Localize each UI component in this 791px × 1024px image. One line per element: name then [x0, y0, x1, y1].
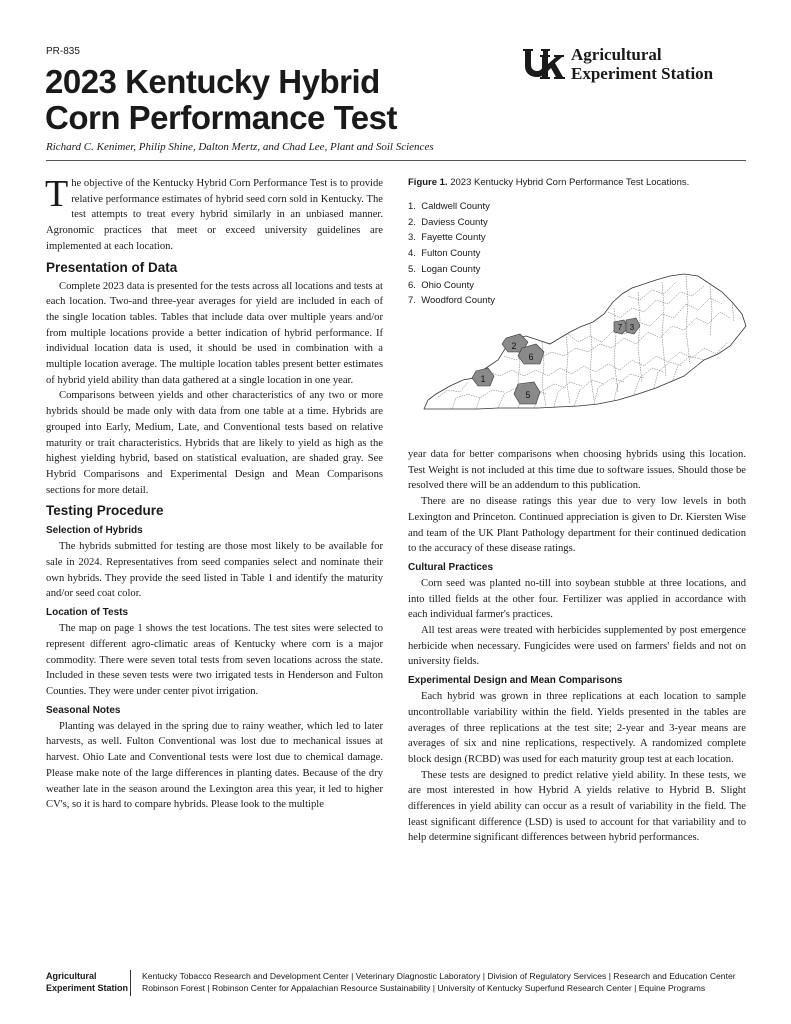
- kentucky-county-map: [408, 272, 748, 418]
- logo-line-1: Agricultural: [571, 45, 662, 64]
- intro-text: he objective of the Kentucky Hybrid Corn Performance Test is to provide relative performance estimates of hybrid seed corn sold in Kentucky. The test attempts to treat every hybrid similarly in an unbiased manner. Agronomic practices that meet or exceed university guidelines are implemented at each location.: [46, 178, 383, 252]
- svg-text:5: 5: [525, 390, 531, 400]
- figure-caption-text: 2023 Kentucky Hybrid Corn Performance Test Locations.: [450, 177, 690, 188]
- footer-links-line-2: Robinson Forest | Robinson Center for Appalachian Resource Sustainability | University of Kentucky Superfund Research Center | Equine Programs: [142, 983, 706, 993]
- figure-label: Figure 1.: [408, 177, 448, 188]
- uk-logo-icon: [522, 46, 566, 82]
- design-paragraph-2: These tests are designed to predict relative yield ability. In these tests, we are most interested in how Hybrid A yields relative to Hybrid B. Slight differences in yield ability can occur as a result of variability in the field. The least significant difference (LSD) is used to account for that variability and to help determine significant differences between hybrid performances.: [408, 769, 746, 844]
- list-item: 3. Fayette County: [408, 232, 486, 244]
- selection-heading: Selection of Hybrids: [46, 525, 143, 537]
- state-outline: [424, 274, 746, 409]
- list-item: 7. Woodford County: [408, 295, 495, 307]
- svg-text:6: 6: [528, 352, 534, 362]
- svg-text:7: 7: [617, 323, 623, 332]
- footer-links-line-1: Kentucky Tobacco Research and Development Center | Veterinary Diagnostic Laboratory | Division of Regulatory Services | Research and Education Center: [142, 971, 736, 981]
- county-borders: [438, 276, 734, 409]
- continued-paragraph: year data for better comparisons when choosing hybrids using this location. Test Weight is not included at this time due to software issues. Should those be resolved there will be an addendum to this publication.: [408, 449, 746, 492]
- presentation-heading: Presentation of Data: [46, 259, 178, 275]
- title-line-2: Corn Performance Test: [45, 99, 397, 136]
- marker-fayette: [626, 318, 640, 334]
- location-heading: Location of Tests: [46, 607, 129, 619]
- marker-logan: [514, 382, 540, 404]
- marker-caldwell: [472, 368, 494, 386]
- testing-heading: Testing Procedure: [46, 503, 164, 519]
- footer-org-line-2: Experiment Station: [46, 983, 129, 993]
- footer-links: [142, 970, 736, 994]
- publication-number: PR-835: [46, 46, 80, 57]
- logo-line-2: Experiment Station: [571, 64, 714, 83]
- seasonal-paragraph: Planting was delayed in the spring due to rainy weather, which led to later harvests, as well. Fulton Conventional was lost due to mechanical issues at harvest. Ohio Late and Conventional tests were lost due to chemical damage. Please make note of the large differences in planting dates. Because of the dry weather late in the season around the Lexington area this year, it led to higher CV's, so it is hard to compare hybrids. Please look to the multiple: [46, 720, 383, 811]
- list-item: 2. Daviess County: [408, 216, 488, 228]
- design-heading: Experimental Design and Mean Comparisons: [408, 675, 623, 687]
- cultural-paragraph-2: All test areas were treated with herbicides supplemented by post emergence herbicide when necessary. Fungicides were used on farmers' fields and not on university fields.: [408, 625, 746, 668]
- cultural-paragraph-1: Corn seed was planted no-till into soybean stubble at three locations, and into tilled fields at the other four. Fertilizer was applied in accordance with each individual farmer's practices.: [408, 577, 746, 621]
- column-right: [408, 447, 746, 846]
- selection-paragraph: The hybrids submitted for testing are those most likely to be available for sale in 2024. Representatives from seed companies select and nominate their own hybrids. They provide the seed listed in Table 1 and identify the maturity and/or seed coat color.: [46, 541, 383, 600]
- design-paragraph-1: Each hybrid was grown in three replications at each location to sample uncontrollable variability within the field. Yields presented in the tables are averages of three replications at the test site; 2-year and 3-year means are averages of six and nine replications, respectively. A randomized complete block design (RCBD) was used for each maturity group test at each location.: [408, 691, 746, 765]
- list-item: 5. Logan County: [408, 263, 481, 275]
- list-item: 6. Ohio County: [408, 279, 475, 291]
- intro-paragraph: [45, 173, 383, 255]
- presentation-paragraph-2: Comparisons between yields and other characteristics of any two or more hybrids should be made only with data from one table at a time. Hybrids are grouped into Early, Medium, Late, and Conventional tests based on relative maturity or trait characteristics. Hybrids that are likely to yield as high as the highest yielding hybrid, based on statistical evaluation, are shaded gray. See Hybrid Comparisons and Experimental Design and Mean Comparisons sections for more detail.: [46, 390, 383, 496]
- authors: Richard C. Kenimer, Philip Shine, Dalton Mertz, and Chad Lee, Plant and Soil Sciences: [46, 141, 434, 153]
- column-left: [45, 173, 383, 813]
- footer-divider: [130, 970, 131, 996]
- title-line-1: 2023 Kentucky Hybrid: [45, 63, 380, 100]
- footer-org-line-1: Agricultural: [46, 971, 97, 981]
- dropcap: T: [45, 173, 69, 215]
- svg-text:2: 2: [511, 341, 517, 351]
- uk-aes-logo: [522, 44, 752, 84]
- header-divider: [46, 160, 746, 161]
- svg-text:1: 1: [480, 374, 486, 384]
- list-item: 4. Fulton County: [408, 248, 481, 260]
- seasonal-heading: Seasonal Notes: [46, 704, 121, 716]
- page-title: [45, 64, 515, 136]
- location-paragraph: The map on page 1 shows the test locations. The test sites were selected to represent different agro-climatic areas of Kentucky where corn is a major commodity. There were seven total tests from seven locations across the state. Included in these seven tests were two irrigated tests in Henderson and Fulton Counties. They were under center pivot irrigation.: [46, 623, 383, 697]
- cultural-heading: Cultural Practices: [408, 561, 494, 573]
- footer-org: [46, 970, 128, 994]
- presentation-paragraph-1: Complete 2023 data is presented for the tests across all locations and tests at each location. Two-and three-year averages for yield are included in each of the single location tables. Tables that include data over multiple years and/or from multiple locations provide a better indication of hybrid performance. If individual location data is used, it should be used in combination with a multiple location average. The multiple location tables present better estimates of hybrid yield ability than data gathered at a single location in one year.: [46, 280, 383, 386]
- figure-caption: [408, 177, 689, 188]
- list-item: 1. Caldwell County: [408, 201, 490, 212]
- disease-paragraph: There are no disease ratings this year due to very low levels in both Lexington and Princeton. Continued appreciation is given to Dr. Kiersten Wise and team of the UK Plant Pathology department for their continued dedication to the accuracy of these disease ratings.: [408, 496, 746, 555]
- svg-text:3: 3: [629, 323, 635, 332]
